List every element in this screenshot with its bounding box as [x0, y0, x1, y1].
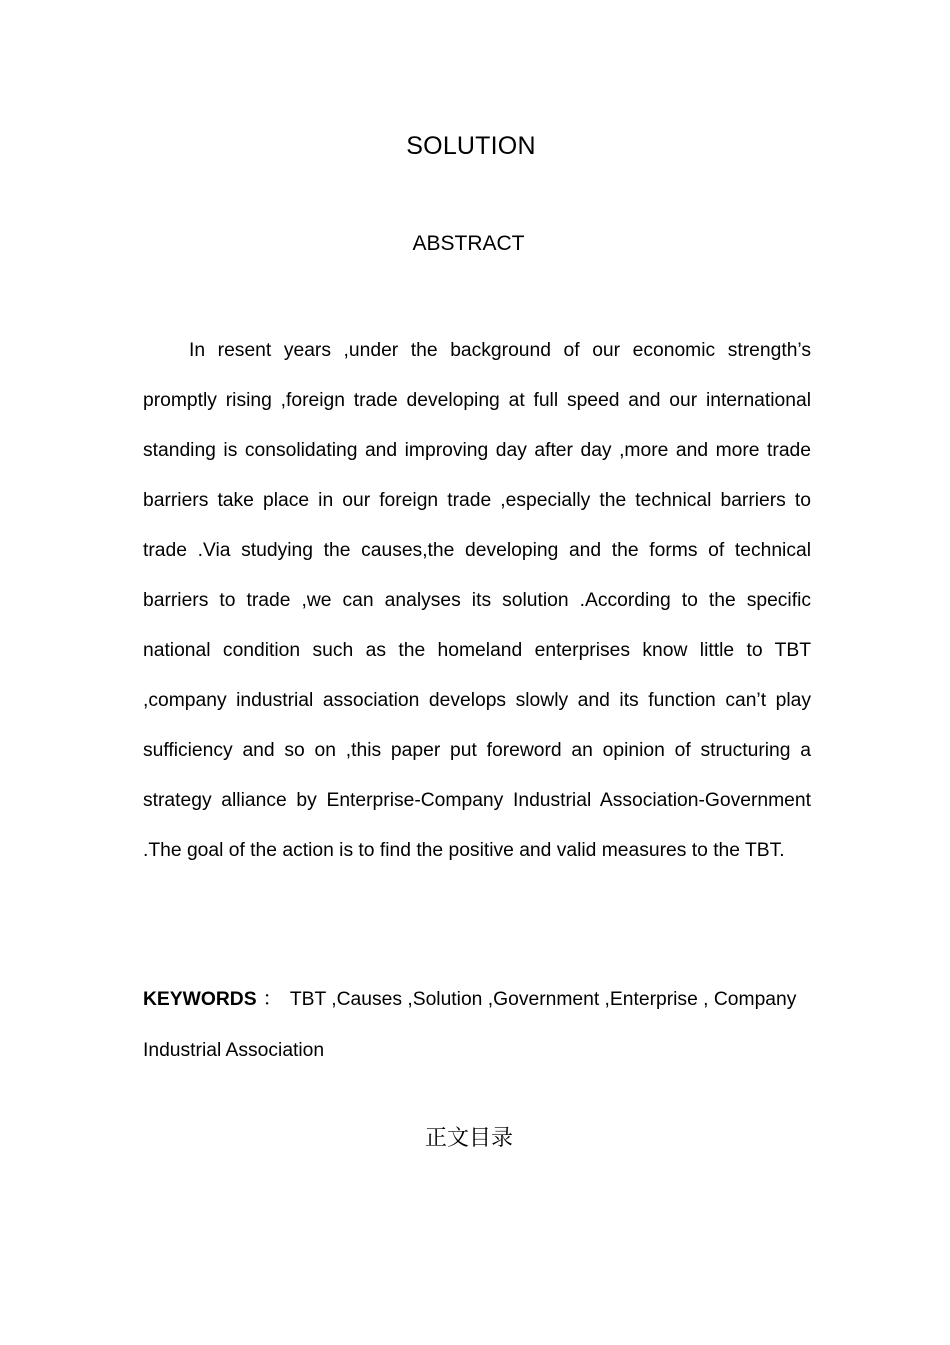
table-of-contents-heading: 正文目录 [424, 1126, 513, 1151]
abstract-heading: ABSTRACT [412, 232, 525, 255]
keywords-label: KEYWORDS [143, 989, 257, 1010]
document-title: SOLUTION [406, 132, 536, 160]
keywords-separator: ： [262, 989, 282, 1010]
abstract-paragraph: In resent years ,under the background of our economic strength’s promptly rising ,foreign trade developing at full speed and our international standing is consolidating and improving day after day ,more and more trade barriers take place in our foreign trade ,especially the technical barriers to trade .Via studying the causes,the developing and the forms of technical barriers to trade ,we can analyses its solution .According to the specific national condition such as the homeland enterprises know little to TBT ,company industrial association develops slowly and its function can’t play sufficiency and so on ,this paper put foreword an opinion of structuring a strategy alliance by Enterprise-Company Industrial Association-Government .The goal of the action is to find the positive and valid measures to the TBT. [143, 340, 811, 861]
keywords-text: TBT ,Causes ,Solution ,Government ,Enterprise , Company Industrial Association [143, 989, 797, 1061]
keywords-line [143, 974, 811, 1076]
